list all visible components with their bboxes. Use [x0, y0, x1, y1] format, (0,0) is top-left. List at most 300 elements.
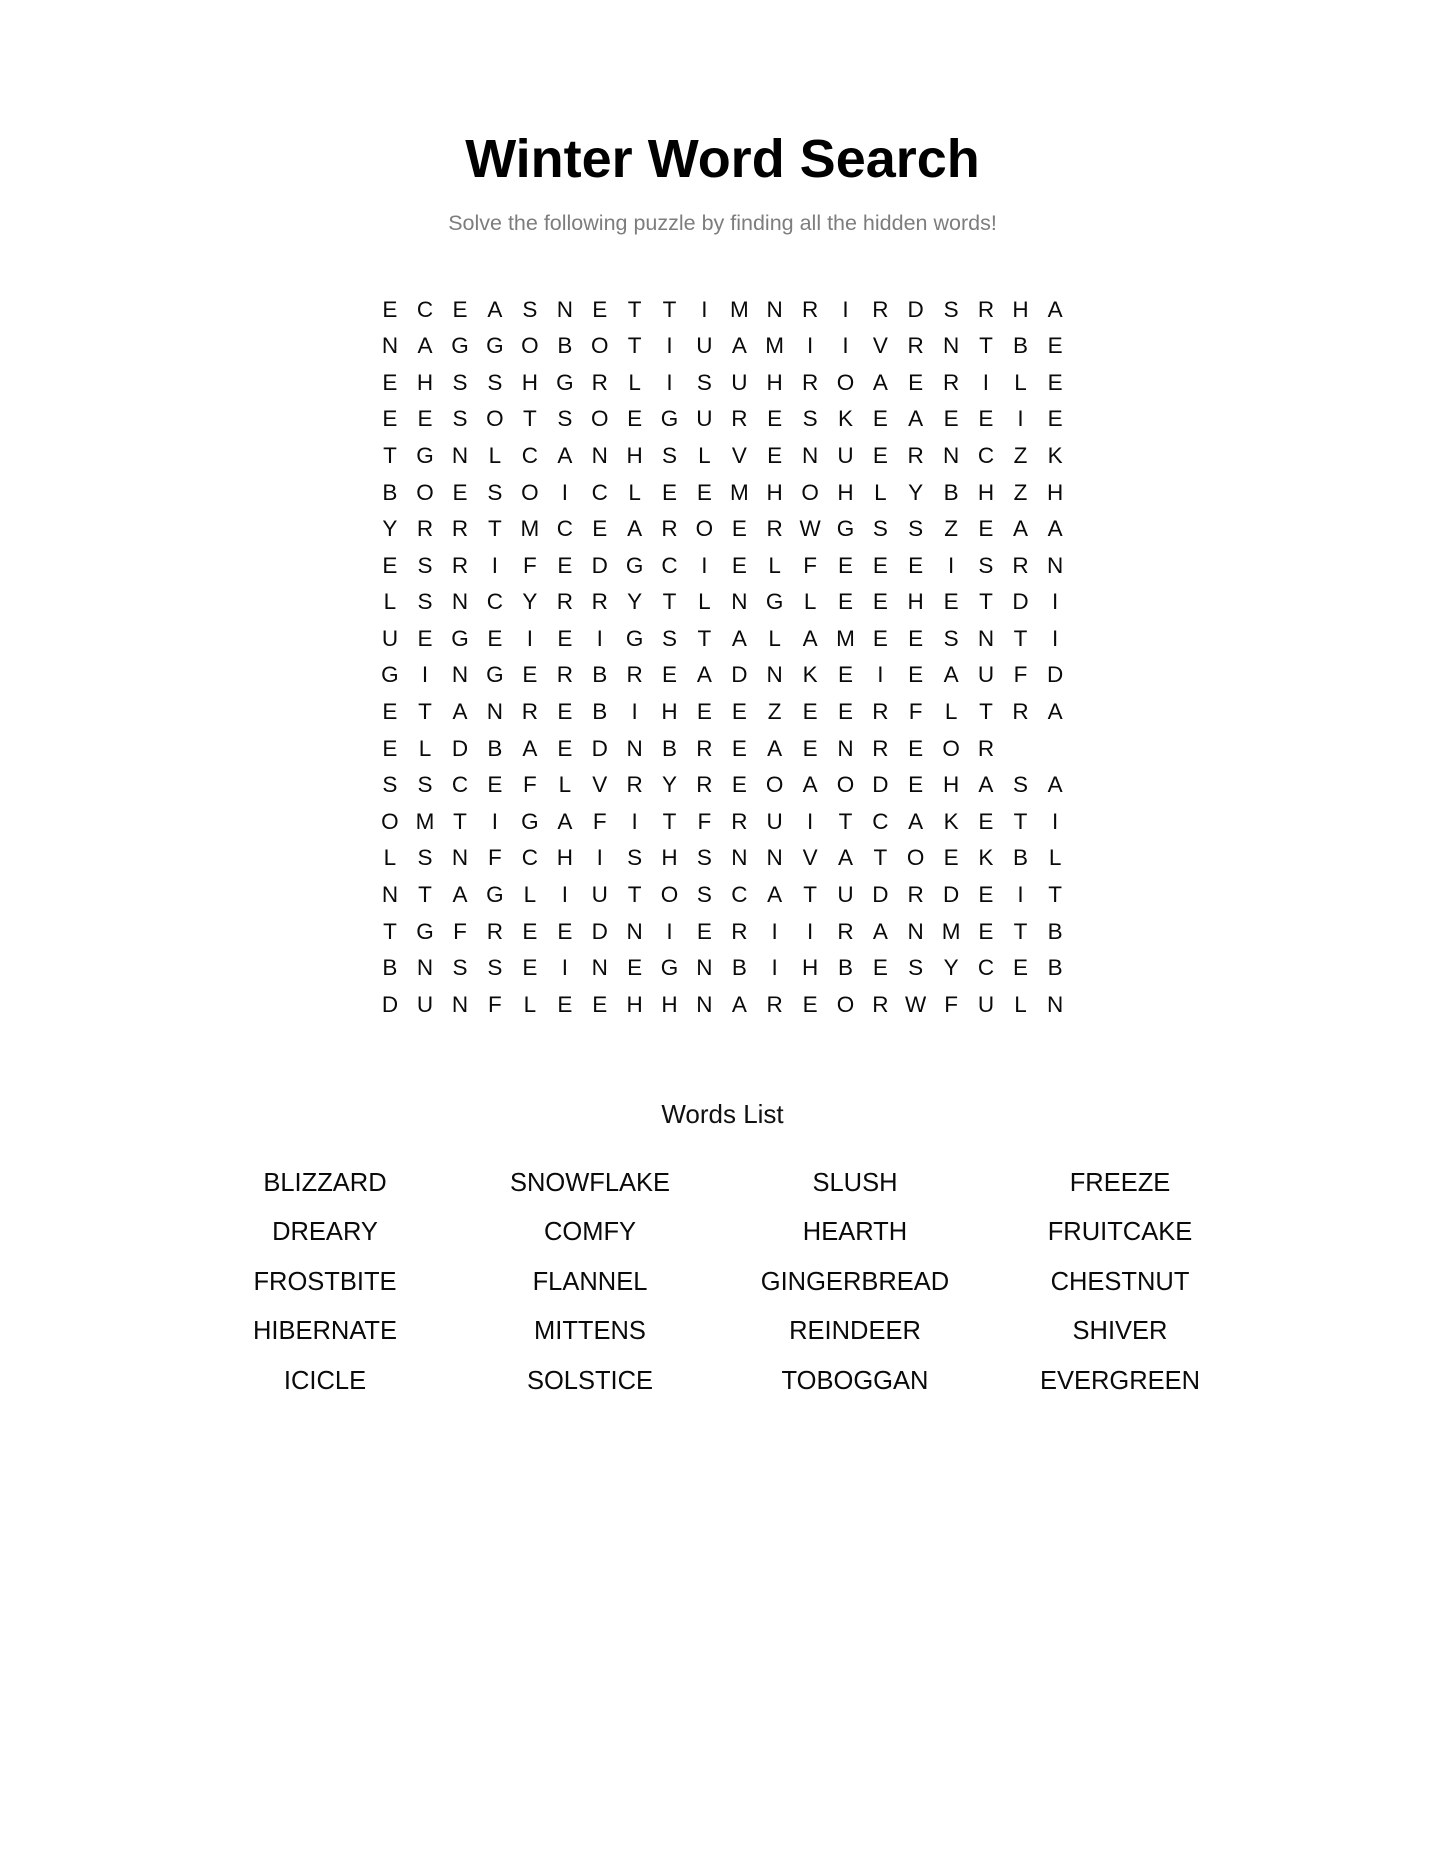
grid-cell[interactable]: R: [731, 918, 748, 944]
grid-cell[interactable]: R: [731, 808, 748, 834]
grid-cell[interactable]: E: [767, 442, 783, 468]
grid-cell[interactable]: A: [943, 662, 959, 688]
grid-cell[interactable]: M: [730, 296, 749, 322]
grid-cell[interactable]: R: [521, 699, 538, 725]
word-list-item[interactable]: FRUITCAKE: [1047, 1218, 1193, 1247]
word-list-item[interactable]: CHESTNUT: [1050, 1267, 1190, 1296]
grid-cell[interactable]: N: [556, 296, 574, 322]
grid-cell[interactable]: E: [908, 772, 924, 798]
grid-cell[interactable]: I: [666, 369, 673, 395]
grid-cell[interactable]: E: [696, 479, 712, 505]
grid-cell[interactable]: A: [1012, 516, 1028, 542]
grid-cell[interactable]: A: [452, 699, 468, 725]
grid-cell[interactable]: S: [452, 369, 468, 395]
grid-cell[interactable]: R: [801, 296, 819, 322]
grid-cell[interactable]: I: [491, 552, 498, 578]
grid-cell[interactable]: B: [943, 479, 959, 505]
grid-cell[interactable]: E: [731, 735, 747, 761]
grid-cell[interactable]: R: [626, 662, 643, 688]
grid-cell[interactable]: N: [626, 918, 643, 944]
grid-cell[interactable]: E: [627, 955, 643, 981]
grid-cell[interactable]: U: [591, 882, 608, 908]
grid-cell[interactable]: N: [451, 442, 469, 468]
grid-cell[interactable]: E: [557, 699, 573, 725]
grid-cell[interactable]: G: [486, 662, 504, 688]
grid-cell[interactable]: S: [417, 845, 433, 871]
grid-cell[interactable]: T: [418, 882, 432, 908]
grid-cell[interactable]: I: [1017, 882, 1024, 908]
grid-cell[interactable]: A: [978, 772, 994, 798]
grid-cell[interactable]: O: [765, 772, 784, 798]
grid-cell[interactable]: S: [908, 516, 924, 542]
grid-cell[interactable]: G: [416, 918, 434, 944]
grid-cell[interactable]: I: [806, 918, 814, 944]
grid-cell[interactable]: R: [451, 516, 469, 542]
grid-cell[interactable]: G: [451, 333, 469, 359]
grid-cell[interactable]: O: [695, 516, 714, 542]
grid-cell[interactable]: B: [731, 955, 747, 981]
grid-cell[interactable]: S: [696, 369, 712, 395]
grid-cell[interactable]: N: [1047, 991, 1064, 1017]
grid-cell[interactable]: E: [802, 699, 818, 725]
grid-cell[interactable]: G: [416, 442, 434, 468]
grid-cell[interactable]: E: [978, 406, 994, 432]
grid-cell[interactable]: B: [592, 699, 608, 725]
grid-cell[interactable]: S: [452, 406, 468, 432]
grid-cell[interactable]: O: [521, 479, 539, 505]
grid-cell[interactable]: C: [416, 296, 434, 322]
grid-cell[interactable]: F: [453, 918, 467, 944]
grid-cell[interactable]: R: [872, 735, 889, 761]
grid-cell[interactable]: N: [942, 333, 960, 359]
grid-cell[interactable]: R: [837, 918, 854, 944]
grid-cell[interactable]: G: [521, 808, 539, 834]
grid-cell[interactable]: E: [487, 772, 503, 798]
grid-cell[interactable]: I: [947, 552, 955, 578]
grid-cell[interactable]: R: [766, 991, 783, 1017]
grid-cell[interactable]: A: [557, 808, 573, 834]
grid-cell[interactable]: E: [838, 662, 854, 688]
grid-cell[interactable]: B: [838, 955, 854, 981]
grid-cell[interactable]: S: [452, 955, 468, 981]
grid-cell[interactable]: T: [523, 406, 537, 432]
grid-cell[interactable]: O: [801, 479, 819, 505]
grid-cell[interactable]: S: [417, 552, 433, 578]
grid-cell[interactable]: E: [627, 406, 643, 432]
grid-cell[interactable]: A: [838, 845, 854, 871]
grid-cell[interactable]: C: [556, 516, 574, 542]
grid-cell[interactable]: E: [908, 662, 924, 688]
grid-cell[interactable]: E: [592, 991, 608, 1017]
grid-cell[interactable]: R: [766, 516, 783, 542]
grid-cell[interactable]: G: [765, 589, 784, 615]
word-list-item[interactable]: TOBOGGAN: [781, 1367, 929, 1396]
grid-cell[interactable]: E: [872, 589, 888, 615]
grid-cell[interactable]: N: [591, 955, 608, 981]
grid-cell[interactable]: F: [487, 845, 502, 871]
grid-cell[interactable]: U: [381, 625, 399, 651]
grid-cell[interactable]: Y: [943, 955, 959, 981]
grid-cell[interactable]: E: [662, 479, 678, 505]
grid-cell[interactable]: H: [977, 479, 995, 505]
grid-cell[interactable]: R: [872, 296, 889, 322]
grid-cell[interactable]: B: [1012, 333, 1028, 359]
grid-cell[interactable]: T: [1013, 808, 1028, 834]
grid-cell[interactable]: N: [977, 625, 995, 651]
grid-cell[interactable]: E: [557, 918, 573, 944]
grid-cell[interactable]: E: [943, 845, 959, 871]
grid-cell[interactable]: N: [451, 662, 469, 688]
grid-cell[interactable]: O: [486, 406, 504, 432]
grid-cell[interactable]: E: [522, 918, 538, 944]
grid-cell[interactable]: K: [838, 406, 854, 432]
grid-cell[interactable]: E: [557, 625, 573, 651]
grid-cell[interactable]: E: [978, 882, 994, 908]
grid-cell[interactable]: N: [766, 662, 783, 688]
grid-cell[interactable]: R: [977, 296, 995, 322]
grid-cell[interactable]: S: [908, 955, 924, 981]
word-list-item[interactable]: ICICLE: [283, 1367, 367, 1396]
grid-cell[interactable]: K: [978, 845, 994, 871]
grid-cell[interactable]: E: [382, 552, 398, 578]
grid-cell[interactable]: H: [766, 369, 783, 395]
grid-cell[interactable]: [1003, 731, 1038, 768]
grid-cell[interactable]: S: [487, 369, 503, 395]
grid-cell[interactable]: I: [1052, 625, 1059, 651]
grid-cell[interactable]: I: [561, 882, 569, 908]
word-list-item[interactable]: SNOWFLAKE: [509, 1168, 671, 1197]
grid-cell[interactable]: T: [383, 918, 397, 944]
grid-cell[interactable]: I: [666, 333, 673, 359]
grid-cell[interactable]: A: [872, 918, 888, 944]
grid-cell[interactable]: E: [872, 442, 888, 468]
grid-cell[interactable]: I: [806, 808, 814, 834]
grid-cell[interactable]: D: [907, 296, 924, 322]
grid-cell[interactable]: F: [487, 991, 502, 1017]
grid-cell[interactable]: E: [908, 625, 924, 651]
grid-cell[interactable]: D: [1047, 662, 1064, 688]
grid-cell[interactable]: H: [416, 369, 434, 395]
grid-cell[interactable]: T: [418, 699, 432, 725]
grid-cell[interactable]: I: [842, 296, 849, 322]
grid-cell[interactable]: N: [1047, 552, 1064, 578]
grid-cell[interactable]: T: [487, 516, 502, 542]
grid-cell[interactable]: A: [1047, 699, 1063, 725]
word-list-item[interactable]: MITTENS: [534, 1317, 646, 1346]
grid-cell[interactable]: K: [1047, 442, 1063, 468]
grid-cell[interactable]: H: [837, 479, 854, 505]
grid-cell[interactable]: O: [381, 808, 399, 834]
grid-cell[interactable]: E: [1047, 369, 1063, 395]
grid-cell[interactable]: M: [730, 479, 749, 505]
grid-cell[interactable]: I: [877, 662, 884, 688]
word-list-item[interactable]: SLUSH: [812, 1168, 898, 1197]
grid-cell[interactable]: L: [768, 625, 781, 651]
word-list-item[interactable]: SOLSTICE: [526, 1367, 654, 1396]
grid-cell[interactable]: B: [1047, 955, 1063, 981]
grid-cell[interactable]: M: [836, 625, 855, 651]
grid-cell[interactable]: E: [872, 955, 888, 981]
grid-cell[interactable]: O: [416, 479, 434, 505]
grid-cell[interactable]: E: [1047, 333, 1063, 359]
grid-cell[interactable]: T: [873, 845, 888, 871]
grid-cell[interactable]: W: [799, 516, 821, 542]
grid-cell[interactable]: G: [660, 955, 679, 981]
grid-cell[interactable]: R: [556, 589, 574, 615]
grid-cell[interactable]: H: [626, 442, 643, 468]
grid-cell[interactable]: T: [1013, 625, 1028, 651]
grid-cell[interactable]: U: [416, 991, 434, 1017]
grid-cell[interactable]: T: [979, 589, 993, 615]
grid-cell[interactable]: E: [731, 552, 747, 578]
grid-cell[interactable]: C: [521, 442, 538, 468]
grid-cell[interactable]: U: [766, 808, 783, 834]
grid-cell[interactable]: E: [382, 369, 398, 395]
grid-cell[interactable]: N: [731, 589, 748, 615]
grid-cell[interactable]: D: [872, 772, 889, 798]
grid-cell[interactable]: Y: [908, 479, 924, 505]
grid-cell[interactable]: I: [421, 662, 429, 688]
word-list-item[interactable]: GINGERBREAD: [760, 1267, 950, 1296]
grid-cell[interactable]: N: [696, 991, 713, 1017]
grid-cell[interactable]: I: [561, 479, 569, 505]
grid-cell[interactable]: R: [907, 882, 924, 908]
grid-cell[interactable]: E: [978, 516, 994, 542]
grid-cell[interactable]: D: [942, 882, 960, 908]
grid-cell[interactable]: N: [591, 442, 608, 468]
grid-cell[interactable]: L: [1014, 991, 1027, 1017]
grid-cell[interactable]: L: [1048, 845, 1062, 871]
grid-cell[interactable]: E: [978, 918, 994, 944]
word-list-item[interactable]: FROSTBITE: [253, 1267, 397, 1296]
grid-cell[interactable]: E: [417, 625, 433, 651]
grid-cell[interactable]: T: [1013, 918, 1028, 944]
grid-cell[interactable]: S: [662, 625, 678, 651]
grid-cell[interactable]: B: [382, 955, 398, 981]
grid-cell[interactable]: C: [591, 479, 608, 505]
grid-cell[interactable]: H: [1047, 479, 1064, 505]
grid-cell[interactable]: G: [660, 406, 679, 432]
grid-cell[interactable]: A: [1047, 772, 1063, 798]
grid-cell[interactable]: I: [771, 918, 778, 944]
grid-cell[interactable]: U: [696, 333, 713, 359]
grid-cell[interactable]: R: [591, 589, 608, 615]
grid-cell[interactable]: I: [1052, 808, 1059, 834]
grid-cell[interactable]: C: [661, 552, 678, 578]
grid-cell[interactable]: C: [977, 442, 995, 468]
grid-cell[interactable]: L: [523, 882, 537, 908]
grid-cell[interactable]: E: [382, 699, 398, 725]
grid-cell[interactable]: R: [907, 442, 924, 468]
grid-cell[interactable]: O: [942, 735, 960, 761]
grid-cell[interactable]: R: [977, 735, 995, 761]
grid-cell[interactable]: T: [662, 296, 677, 322]
grid-cell[interactable]: T: [1048, 882, 1063, 908]
grid-cell[interactable]: F: [592, 808, 607, 834]
grid-cell[interactable]: I: [631, 808, 638, 834]
grid-cell[interactable]: E: [592, 296, 608, 322]
word-list-item[interactable]: DREARY: [272, 1218, 378, 1247]
grid-cell[interactable]: T: [979, 699, 993, 725]
grid-cell[interactable]: T: [627, 333, 642, 359]
grid-cell[interactable]: I: [666, 918, 673, 944]
grid-cell[interactable]: T: [627, 296, 642, 322]
grid-cell[interactable]: S: [943, 296, 959, 322]
grid-cell[interactable]: R: [451, 552, 469, 578]
grid-cell[interactable]: G: [486, 882, 504, 908]
grid-cell[interactable]: A: [1047, 296, 1063, 322]
grid-cell[interactable]: R: [416, 516, 434, 542]
grid-cell[interactable]: E: [662, 662, 678, 688]
grid-cell[interactable]: N: [837, 735, 854, 761]
grid-cell[interactable]: L: [944, 699, 958, 725]
grid-cell[interactable]: C: [977, 955, 995, 981]
grid-cell[interactable]: L: [768, 552, 781, 578]
grid-cell[interactable]: R: [1012, 699, 1029, 725]
grid-cell[interactable]: U: [977, 991, 995, 1017]
grid-cell[interactable]: I: [561, 955, 569, 981]
grid-cell[interactable]: G: [625, 625, 644, 651]
grid-cell[interactable]: E: [838, 589, 854, 615]
grid-cell[interactable]: O: [591, 333, 609, 359]
word-list-item[interactable]: BLIZZARD: [263, 1168, 387, 1197]
grid-cell[interactable]: O: [836, 369, 855, 395]
grid-cell[interactable]: H: [661, 699, 678, 725]
grid-cell[interactable]: N: [381, 333, 399, 359]
grid-cell[interactable]: N: [942, 442, 960, 468]
grid-cell[interactable]: H: [661, 845, 678, 871]
grid-cell[interactable]: G: [451, 625, 469, 651]
grid-cell[interactable]: U: [696, 406, 713, 432]
grid-cell[interactable]: E: [731, 516, 747, 542]
grid-cell[interactable]: L: [523, 991, 537, 1017]
grid-cell[interactable]: L: [628, 479, 641, 505]
grid-cell[interactable]: N: [451, 589, 469, 615]
grid-cell[interactable]: T: [453, 808, 467, 834]
grid-cell[interactable]: H: [661, 991, 678, 1017]
grid-cell[interactable]: H: [907, 589, 924, 615]
grid-cell[interactable]: I: [771, 955, 778, 981]
grid-cell[interactable]: A: [908, 406, 924, 432]
grid-cell[interactable]: V: [731, 442, 747, 468]
grid-cell[interactable]: M: [941, 918, 961, 944]
grid-cell[interactable]: R: [801, 369, 819, 395]
grid-cell[interactable]: S: [417, 589, 433, 615]
grid-cell[interactable]: S: [487, 955, 503, 981]
grid-cell[interactable]: W: [904, 991, 927, 1017]
grid-cell[interactable]: N: [907, 918, 924, 944]
grid-cell[interactable]: E: [382, 735, 398, 761]
grid-cell[interactable]: Z: [1013, 479, 1028, 505]
grid-cell[interactable]: T: [662, 589, 677, 615]
grid-cell[interactable]: A: [731, 333, 747, 359]
grid-cell[interactable]: S: [696, 882, 712, 908]
grid-cell[interactable]: E: [943, 589, 959, 615]
grid-cell[interactable]: I: [526, 625, 534, 651]
grid-cell[interactable]: Z: [944, 516, 958, 542]
grid-cell[interactable]: A: [731, 991, 747, 1017]
grid-cell[interactable]: G: [556, 369, 574, 395]
grid-cell[interactable]: O: [836, 991, 855, 1017]
grid-cell[interactable]: S: [872, 516, 888, 542]
grid-cell[interactable]: I: [1052, 589, 1059, 615]
grid-cell[interactable]: O: [836, 772, 855, 798]
grid-cell[interactable]: E: [872, 625, 888, 651]
grid-cell[interactable]: A: [522, 735, 538, 761]
grid-cell[interactable]: L: [383, 845, 397, 871]
grid-cell[interactable]: H: [556, 845, 574, 871]
grid-cell[interactable]: B: [557, 333, 573, 359]
grid-cell[interactable]: T: [627, 882, 642, 908]
grid-cell[interactable]: U: [837, 882, 854, 908]
grid-cell[interactable]: E: [557, 991, 573, 1017]
grid-cell[interactable]: S: [522, 296, 538, 322]
grid-cell[interactable]: Y: [522, 589, 538, 615]
grid-cell[interactable]: D: [591, 735, 608, 761]
grid-cell[interactable]: T: [979, 333, 993, 359]
grid-cell[interactable]: K: [802, 662, 818, 688]
grid-cell[interactable]: E: [382, 406, 398, 432]
grid-cell[interactable]: H: [942, 772, 960, 798]
grid-cell[interactable]: K: [943, 808, 959, 834]
grid-cell[interactable]: F: [944, 991, 958, 1017]
grid-cell[interactable]: F: [908, 699, 923, 725]
grid-cell[interactable]: E: [908, 735, 924, 761]
grid-cell[interactable]: O: [660, 882, 679, 908]
grid-cell[interactable]: G: [381, 662, 399, 688]
grid-cell[interactable]: Y: [662, 772, 678, 798]
grid-cell[interactable]: C: [486, 589, 503, 615]
grid-cell[interactable]: I: [596, 625, 603, 651]
grid-cell[interactable]: S: [943, 625, 959, 651]
grid-cell[interactable]: D: [872, 882, 889, 908]
grid-cell[interactable]: L: [558, 772, 572, 798]
grid-cell[interactable]: S: [662, 442, 678, 468]
grid-cell[interactable]: E: [767, 406, 783, 432]
grid-cell[interactable]: C: [872, 808, 889, 834]
grid-cell[interactable]: E: [943, 406, 959, 432]
grid-cell[interactable]: N: [626, 735, 643, 761]
grid-cell[interactable]: F: [523, 552, 537, 578]
grid-cell[interactable]: A: [872, 369, 888, 395]
grid-cell[interactable]: N: [801, 442, 819, 468]
grid-cell[interactable]: V: [802, 845, 818, 871]
grid-cell[interactable]: A: [417, 333, 433, 359]
grid-cell[interactable]: M: [520, 516, 540, 542]
grid-cell[interactable]: H: [626, 991, 643, 1017]
grid-cell[interactable]: G: [625, 552, 644, 578]
grid-cell[interactable]: B: [1047, 918, 1063, 944]
grid-cell[interactable]: L: [418, 735, 432, 761]
grid-cell[interactable]: D: [731, 662, 748, 688]
grid-cell[interactable]: R: [626, 772, 643, 798]
grid-cell[interactable]: E: [487, 625, 503, 651]
grid-cell[interactable]: H: [521, 369, 538, 395]
grid-cell[interactable]: M: [765, 333, 784, 359]
grid-cell[interactable]: S: [382, 772, 398, 798]
grid-cell[interactable]: I: [631, 699, 638, 725]
grid-cell[interactable]: E: [696, 918, 712, 944]
grid-cell[interactable]: R: [731, 406, 748, 432]
grid-cell[interactable]: D: [451, 735, 469, 761]
grid-cell[interactable]: Z: [1013, 442, 1028, 468]
word-list-item[interactable]: HIBERNATE: [252, 1317, 398, 1346]
grid-cell[interactable]: R: [1012, 552, 1029, 578]
grid-cell[interactable]: A: [802, 625, 818, 651]
grid-cell[interactable]: N: [381, 882, 399, 908]
grid-cell[interactable]: I: [1017, 406, 1024, 432]
grid-cell[interactable]: D: [1012, 589, 1029, 615]
